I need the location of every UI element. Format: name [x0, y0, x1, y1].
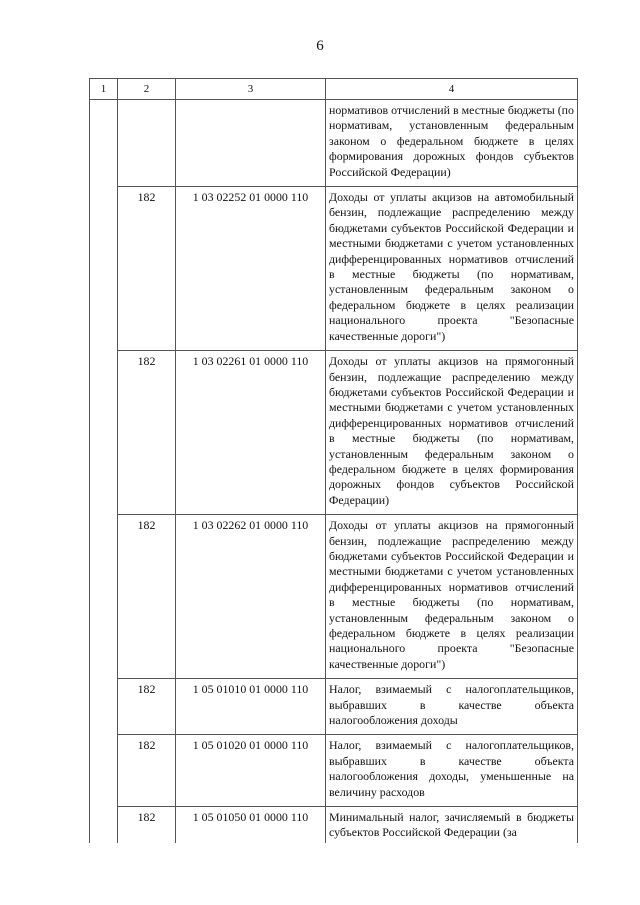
table-row — [90, 187, 578, 351]
cell-admin-code: 182 — [118, 735, 176, 807]
table-row — [90, 735, 578, 807]
cell-budget-code: 1 05 01020 01 0000 110 — [176, 735, 326, 807]
table-row — [90, 807, 578, 844]
cell-description: нормативов отчислений в местные бюджеты (по нормативам, установленным федеральным законом о федеральном бюджете в целях формирования дорожных фондов субъектов Российской Федерации) — [326, 100, 578, 187]
cell-col1 — [90, 100, 118, 187]
cell-col1 — [90, 351, 118, 515]
cell-budget-code: 1 03 02252 01 0000 110 — [176, 187, 326, 351]
cell-col1 — [90, 735, 118, 807]
table-row — [90, 100, 578, 187]
cell-budget-code: 1 05 01050 01 0000 110 — [176, 807, 326, 844]
column-header-3: 3 — [176, 79, 326, 100]
column-header-4: 4 — [326, 79, 578, 100]
cell-admin-code: 182 — [118, 187, 176, 351]
cell-budget-code: 1 03 02261 01 0000 110 — [176, 351, 326, 515]
table-header-row — [90, 79, 578, 100]
cell-admin-code: 182 — [118, 351, 176, 515]
cell-description: Доходы от уплаты акцизов на прямогонный бензин, подлежащие распределению между бюджетами субъектов Российской Федерации и местными бюджетами с учетом установленных дифференцированных нормативов отчислений в местные бюджеты (по нормативам, установленным федеральным законом о федеральном бюджете в целях реализации национального проекта "Безопасные качественные дороги") — [326, 515, 578, 679]
table-row — [90, 679, 578, 735]
table-row — [90, 515, 578, 679]
cell-budget-code — [176, 100, 326, 187]
cell-description: Доходы от уплаты акцизов на прямогонный бензин, подлежащие распределению между бюджетами субъектов Российской Федерации и местными бюджетами с учетом установленных дифференцированных нормативов отчислений в местные бюджеты (по нормативам, установленным федеральным законом о федеральном бюджете в целях формирования дорожных фондов субъектов Российской Федерации) — [326, 351, 578, 515]
cell-description: Налог, взимаемый с налогоплательщиков, выбравших в качестве объекта налогообложения доходы, уменьшенные на величину расходов — [326, 735, 578, 807]
cell-col1 — [90, 187, 118, 351]
column-header-1: 1 — [90, 79, 118, 100]
cell-description — [326, 807, 578, 844]
column-header-2: 2 — [118, 79, 176, 100]
table-row — [90, 351, 578, 515]
cell-description-text: Минимальный налог, зачисляемый в бюджеты субъектов Российской Федерации (за — [329, 810, 574, 840]
cell-col1 — [90, 807, 118, 844]
cell-description: Доходы от уплаты акцизов на автомобильный бензин, подлежащие распределению между бюджетами субъектов Российской Федерации и местными бюджетами с учетом установленных дифференцированных нормативов отчислений в местные бюджеты (по нормативам, установленным федеральным законом о федеральном бюджете в целях реализации национального проекта "Безопасные качественные дороги") — [326, 187, 578, 351]
cell-description: Налог, взимаемый с налогоплательщиков, выбравших в качестве объекта налогообложения доходы — [326, 679, 578, 735]
cell-admin-code — [118, 100, 176, 187]
cell-budget-code: 1 05 01010 01 0000 110 — [176, 679, 326, 735]
budget-revenue-table — [89, 78, 578, 843]
cell-admin-code: 182 — [118, 679, 176, 735]
cell-admin-code: 182 — [118, 515, 176, 679]
page-number: 6 — [316, 38, 324, 54]
cell-admin-code: 182 — [118, 807, 176, 844]
cell-col1 — [90, 515, 118, 679]
cell-col1 — [90, 679, 118, 735]
cell-budget-code: 1 03 02262 01 0000 110 — [176, 515, 326, 679]
